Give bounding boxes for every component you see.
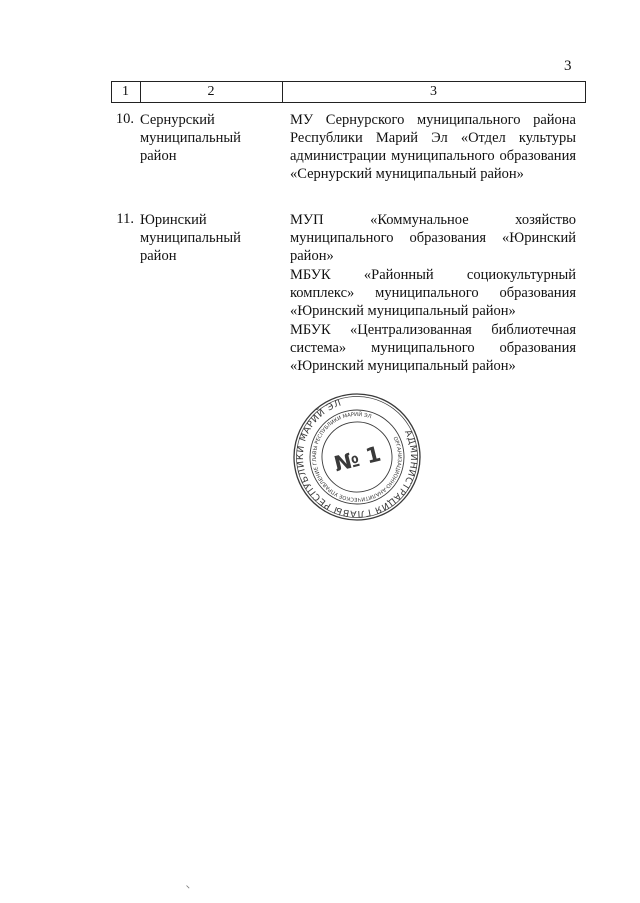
table-header-col-2: 2 bbox=[207, 84, 215, 99]
organization-entry: МБУК «Районный социокультурный комплекс» муниципального образования «Юринский муниципальный район» bbox=[290, 267, 576, 319]
organization-entry: МУ Сернурского муниципального района Республики Марий Эл «Отдел культуры администрации муниципального образования «Сернурский муниципальный район» bbox=[290, 112, 576, 182]
official-stamp bbox=[289, 392, 425, 522]
stamp-outer-text: АДМИНИСТРАЦИЯ ГЛАВЫ РЕСПУБЛИКИ МАРИЙ ЭЛ bbox=[294, 397, 420, 520]
district-name: Юринский муниципальный район bbox=[140, 212, 241, 264]
stamp-inner-text: ОРГАНИЗАЦИОННО-АНАЛИТИЧЕСКОЕ УПРАВЛЕНИЕ ГЛАВЫ РЕСПУБЛИКИ МАРИЙ ЭЛ bbox=[311, 411, 403, 503]
table-header-bottom-border bbox=[111, 102, 586, 103]
stamp-seal-icon bbox=[289, 392, 425, 522]
stamp-center-number: № 1 bbox=[331, 441, 384, 477]
organization-entry: МУП «Коммунальное хозяйство муниципального образования «Юринский район» bbox=[290, 212, 576, 264]
district-name: Сернурский муниципальный район bbox=[140, 112, 241, 164]
table-header-col-3: 3 bbox=[430, 84, 437, 99]
row-number: 11. bbox=[116, 211, 134, 227]
table-header-divider bbox=[585, 81, 586, 102]
organization-entry: МБУК «Централизованная библиотечная система» муниципального образования «Юринский муниципальный район» bbox=[290, 322, 576, 374]
row-number: 10. bbox=[115, 111, 134, 127]
page-number: 3 bbox=[564, 58, 572, 74]
margin-mark-icon bbox=[186, 885, 190, 889]
table-header-col-1: 1 bbox=[122, 84, 129, 99]
